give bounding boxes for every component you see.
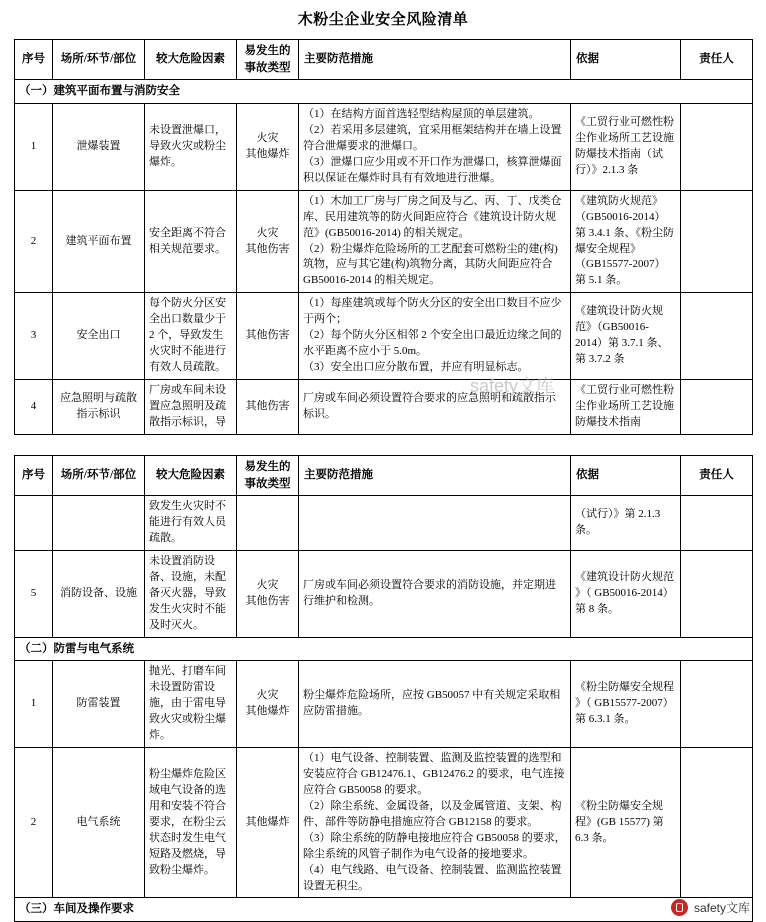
cell-no: 5 (15, 550, 53, 637)
cell-place: 应急照明与疏散指示标识 (53, 380, 145, 435)
cell-no: 3 (15, 293, 53, 380)
cell-basis: 《建筑设计防火规范 》（ GB50016-2014）第 8 条。 (571, 550, 681, 637)
section-heading-row (15, 637, 753, 661)
cell-basis: 《建筑设计防火规范》（GB50016-2014）第 3.7.1 条、第 3.7.2 条 (571, 293, 681, 380)
watermark-middle: safety文库 (470, 376, 555, 396)
cell-person (681, 293, 753, 380)
cell-measure: （1）每座建筑或每个防火分区的安全出口数目不应少于两个； （2）每个防火分区相邻 2 个安全出口最近边缘之间的水平距离不应小于 5.0m。 （3）安全出口应分散布置，并应有明显标志。 (299, 293, 571, 380)
col-header-no: 序号 (15, 40, 53, 80)
table-row (15, 104, 753, 191)
col-header-no: 序号 (15, 455, 53, 495)
cell-person (681, 661, 753, 748)
cell-no: 1 (15, 104, 53, 191)
cell-basis: （试行）》第 2.1.3 条。 (571, 496, 681, 551)
cell-measure: 厂房或车间必须设置符合要求的消防设施，并定期进行维护和检测。 (299, 550, 571, 637)
cell-person (681, 380, 753, 435)
table-header-row (15, 40, 753, 80)
cell-place: 建筑平面布置 (53, 190, 145, 293)
table-row (15, 748, 753, 898)
section-heading: （二）防雷与电气系统 (15, 637, 753, 661)
cell-hazard: 抛光、打磨车间未设置防雷设施，由于雷电导致火灾或粉尘爆炸。 (145, 661, 237, 748)
cell-hazard: 安全距离不符合相关规范要求。 (145, 190, 237, 293)
cell-no: 2 (15, 190, 53, 293)
table-row (15, 661, 753, 748)
cell-accident: 其他伤害 (237, 380, 299, 435)
cell-accident: 火灾 其他爆炸 (237, 661, 299, 748)
cell-basis: 《工贸行业可燃性粉尘作业场所工艺设施防爆技术指南（试行）》2.1.3 条 (571, 104, 681, 191)
cell-hazard: 每个防火分区安全出口数量少于 2 个，导致发生火灾时不能进行有效人员疏散。 (145, 293, 237, 380)
col-header-hazard: 较大危险因素 (145, 455, 237, 495)
section-heading-row (15, 898, 753, 922)
cell-person (681, 104, 753, 191)
cell-no: 1 (15, 661, 53, 748)
section-heading: （一）建筑平面布置与消防安全 (15, 80, 753, 104)
table-row (15, 380, 753, 435)
col-header-accident: 易发生的事故类型 (237, 455, 299, 495)
cell-hazard: 致发生火灾时不能进行有效人员疏散。 (145, 496, 237, 551)
table-gap-divider (14, 435, 752, 455)
col-header-measure: 主要防范措施 (299, 40, 571, 80)
cell-hazard: 粉尘爆炸危险区域电气设备的选用和安装不符合要求，在粉尘云状态时发生电气短路及燃烧，导致粉尘爆炸。 (145, 748, 237, 898)
col-header-hazard: 较大危险因素 (145, 40, 237, 80)
cell-measure: 厂房或车间必须设置符合要求的应急照明和疏散指示标识。 (299, 380, 571, 435)
col-header-accident: 易发生的事故类型 (237, 40, 299, 80)
cell-measure: （1）在结构方面首选轻型结构屋顶的单层建筑。 （2）若采用多层建筑，宜采用框架结构并在墙上设置符合泄爆要求的泄爆口。 （3）泄爆口应少用或不开口作为泄爆口，核算泄爆面积以保证在爆炸时具有有效地进行泄爆。 (299, 104, 571, 191)
table-row (15, 550, 753, 637)
cell-accident: 火灾 其他伤害 (237, 550, 299, 637)
col-header-person: 责任人 (681, 40, 753, 80)
cell-accident: 火灾 其他伤害 (237, 190, 299, 293)
cell-measure (299, 496, 571, 551)
table-row (15, 496, 753, 551)
cell-person (681, 190, 753, 293)
cell-accident: 其他伤害 (237, 293, 299, 380)
cell-place: 泄爆装置 (53, 104, 145, 191)
footer-brand (671, 899, 750, 916)
cell-person (681, 550, 753, 637)
page-title: 木粉尘企业安全风险清单 (297, 12, 469, 28)
section-heading-row (15, 80, 753, 104)
cell-measure: （1）木加工厂房与厂房之间及与乙、丙、丁、戊类仓库、民用建筑等的防火间距应符合《建筑设计防火规范》(GB50016-2014) 的相关规定。 （2）粉尘爆炸危险场所的工艺配套可燃粉尘的建(构)筑物，应与其它建(构)筑物分离，其防火间距应符合 GB50016-2014 的相关规定。 (299, 190, 571, 293)
table-header-row (15, 455, 753, 495)
cell-basis: 《建筑防火规范》（GB50016-2014）第 3.4.1 条、《粉尘防爆安全规程》（GB15577-2007）第 5.1 条。 (571, 190, 681, 293)
cell-accident: 其他爆炸 (237, 748, 299, 898)
col-header-basis: 依据 (571, 40, 681, 80)
risk-table-2 (14, 455, 753, 922)
shield-logo-icon (671, 899, 688, 916)
cell-measure: 粉尘爆炸危险场所，应按 GB50057 中有关规定采取相应防雷措施。 (299, 661, 571, 748)
col-header-basis: 依据 (571, 455, 681, 495)
cell-basis: 《粉尘防爆安全规程》(GB 15577) 第 6.3 条。 (571, 748, 681, 898)
col-header-place: 场所/环节/部位 (53, 40, 145, 80)
section-heading: （三）车间及操作要求 (15, 898, 753, 922)
cell-place: 安全出口 (53, 293, 145, 380)
cell-hazard: 厂房或车间未设置应急照明及疏散指示标识，导 (145, 380, 237, 435)
cell-person (681, 496, 753, 551)
cell-basis: 《工贸行业可燃性粉尘作业场所工艺设施防爆技术指南 (571, 380, 681, 435)
table-row (15, 190, 753, 293)
cell-measure: （1）电气设备、控制装置、监测及监控装置的选型和安装应符合 GB12476.1、GB12476.2 的要求，电气连接应符合 GB50058 的要求。 （2）除尘系统、金属设备，以及金属管道、支架、构件、部件等防静电措施应符合 GB12158 的要求。 （3）除尘系统的防静电接地应符合 GB50058 的要求，除尘系统的风管子制作为电气设备的接地要求。 （4）电气线路、电气设备、控制装置、监测监控装置设置无积尘。 (299, 748, 571, 898)
cell-place: 消防设备、设施 (53, 550, 145, 637)
col-header-person: 责任人 (681, 455, 753, 495)
cell-basis: 《粉尘防爆安全规程 》（ GB15577-2007）第 6.3.1 条。 (571, 661, 681, 748)
cell-hazard: 未设置泄爆口，导致火灾或粉尘爆炸。 (145, 104, 237, 191)
cell-no (15, 496, 53, 551)
col-header-place: 场所/环节/部位 (53, 455, 145, 495)
footer-brand-label: safety文库 (693, 901, 750, 916)
cell-person (681, 748, 753, 898)
cell-accident: 火灾 其他爆炸 (237, 104, 299, 191)
cell-place: 防雷装置 (53, 661, 145, 748)
risk-table-1 (14, 39, 753, 435)
cell-hazard: 未设置消防设备、设施，未配备灭火器，导致发生火灾时不能及时灭火。 (145, 550, 237, 637)
cell-accident (237, 496, 299, 551)
col-header-measure: 主要防范措施 (299, 455, 571, 495)
table-row (15, 293, 753, 380)
cell-no: 4 (15, 380, 53, 435)
cell-place: 电气系统 (53, 748, 145, 898)
cell-no: 2 (15, 748, 53, 898)
cell-place (53, 496, 145, 551)
